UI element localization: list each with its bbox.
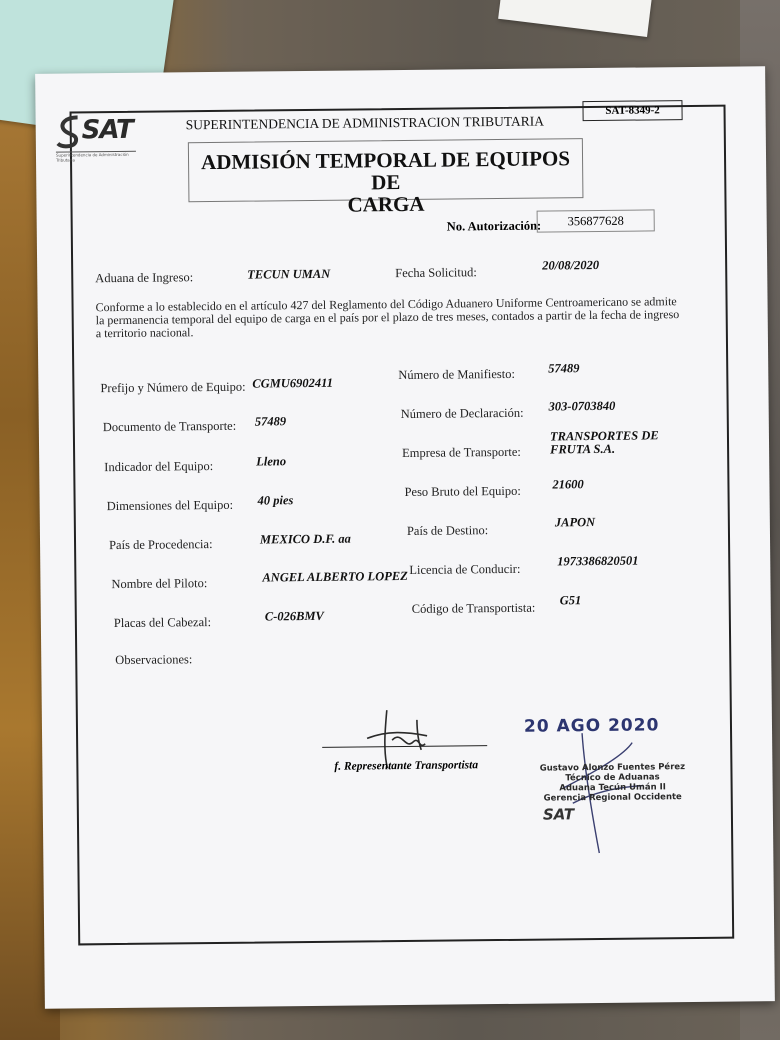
indicador-label: Indicador del Equipo:	[104, 459, 214, 475]
codigo-label: Código de Transportista:	[411, 600, 536, 616]
aduana-value: TECUN UMAN	[247, 266, 331, 282]
officer-name: Gustavo Alonzo Fuentes Pérez	[539, 762, 686, 774]
title-line-1: ADMISIÓN TEMPORAL DE EQUIPOS DE	[200, 146, 571, 195]
prefijo-label: Prefijo y Número de Equipo:	[100, 379, 246, 396]
manifiesto-label: Número de Manifiesto:	[398, 366, 516, 383]
logo-text: SAT	[81, 114, 133, 146]
prefijo-value: CGMU6902411	[252, 375, 334, 391]
fecha-value: 20/08/2020	[542, 257, 600, 273]
manifiesto-value: 57489	[548, 361, 580, 376]
piloto-value: ANGEL ALBERTO LOPEZ	[262, 568, 408, 585]
piloto-label: Nombre del Piloto:	[111, 576, 208, 592]
officer-office: Aduana Tecún Umán II	[559, 782, 666, 794]
destino-label: País de Destino:	[406, 523, 489, 538]
agency-name: SUPERINTENDENCIA DE ADMINISTRACION TRIBUTARIA	[185, 113, 545, 133]
indicador-value: Lleno	[256, 454, 287, 469]
licencia-label: Licencia de Conducir:	[409, 561, 521, 577]
empresa-label: Empresa de Transporte:	[402, 444, 521, 461]
empresa-value-line-2: FRUTA S.A.	[550, 441, 616, 457]
form-code: SAT-8349-2	[582, 100, 682, 121]
placas-label: Placas del Cabezal:	[113, 615, 212, 631]
codigo-value: G51	[559, 593, 582, 608]
observaciones-label: Observaciones:	[115, 652, 193, 668]
authorization-label: No. Autorización:	[446, 218, 542, 234]
destino-value: JAPON	[554, 515, 596, 530]
stamp-date: 20 AGO 2020	[523, 715, 660, 737]
procedencia-value: MEXICO D.F. aa	[259, 531, 351, 547]
peso-value: 21600	[552, 477, 584, 492]
procedencia-label: País de Procedencia:	[108, 537, 213, 553]
officer-stamp	[512, 762, 712, 804]
dimensiones-value: 40 pies	[257, 493, 294, 508]
aduana-label: Aduana de Ingreso:	[95, 270, 194, 286]
placas-value: C-026BMV	[264, 608, 324, 624]
declaracion-value: 303-0703840	[548, 398, 616, 414]
document-page	[35, 66, 775, 1009]
legal-paragraph: Conforme a lo establecido en el artículo 427 del Reglamento del Código Aduanero Uniforme Centroamericano se admite la permanencia temporal del equipo de carga en el país por el plazo de tres meses, contados a partir de la fecha de ingreso a territorio nacional.	[95, 294, 680, 341]
declaracion-label: Número de Declaración:	[400, 405, 524, 422]
empresa-value	[550, 429, 659, 456]
transport-signature-label: f. Representante Transportista	[334, 759, 479, 773]
authorization-number: 356877628	[537, 209, 655, 232]
sat-logo	[56, 111, 137, 162]
documento-label: Documento de Transporte:	[102, 418, 237, 435]
officer-title: Técnico de Aduanas	[565, 772, 660, 784]
title-line-2: CARGA	[347, 191, 425, 217]
fecha-label: Fecha Solicitud:	[395, 265, 477, 281]
white-paper-slip	[498, 0, 652, 37]
licencia-value: 1973386820501	[557, 553, 639, 569]
stamp-logo: SAT	[542, 805, 575, 824]
officer-dept: Gerencia Regional Occidente	[543, 792, 682, 804]
empresa-value-line-1: TRANSPORTES DE	[549, 428, 659, 444]
document-title	[188, 138, 584, 217]
documento-value: 57489	[254, 414, 287, 429]
logo-subtitle: Superintendencia de Administración Tributaria	[56, 151, 136, 163]
peso-label: Peso Bruto del Equipo:	[404, 483, 521, 500]
dimensiones-label: Dimensiones del Equipo:	[106, 497, 234, 514]
